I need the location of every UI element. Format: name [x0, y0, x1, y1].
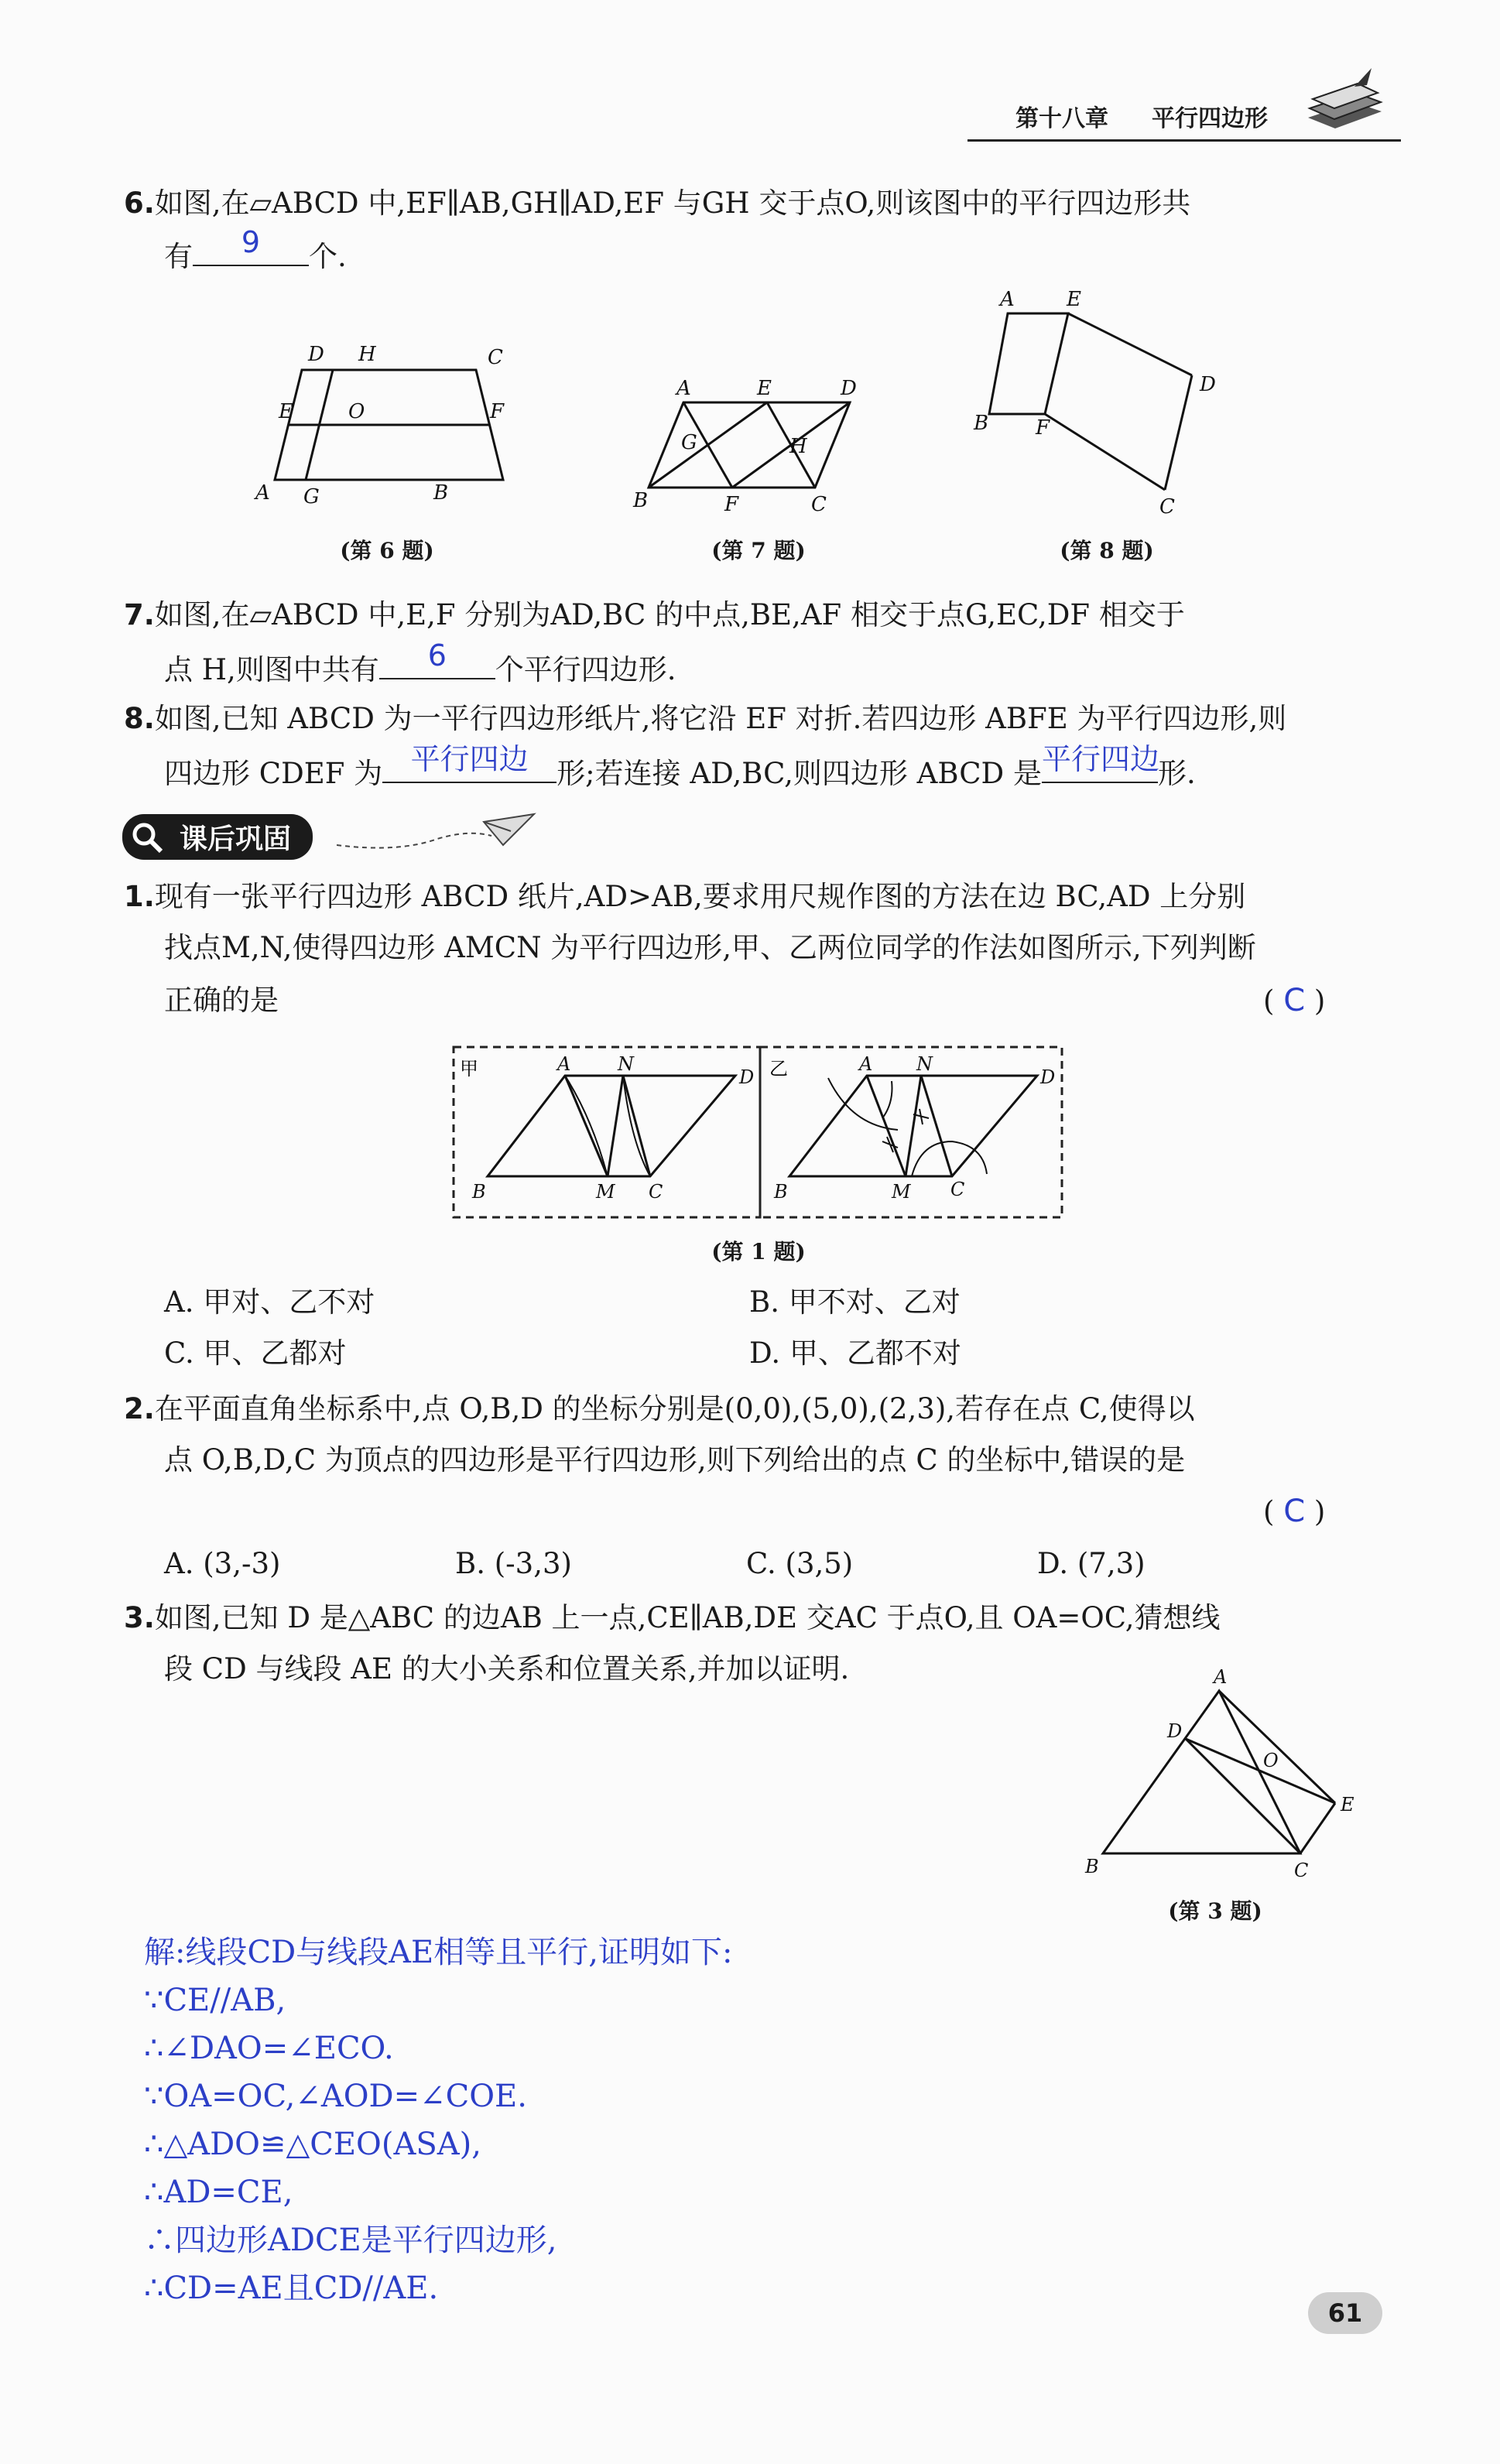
q7-line1	[124, 596, 1185, 635]
fig7-caption: (第 7 题)	[711, 538, 806, 563]
p3-text1: 如图,已知 D 是△ABC 的边AB 上一点,CE∥AB,DE 交AC 于点O,且 OA=OC,猜想线	[154, 1601, 1221, 1634]
figure-p3	[1068, 1668, 1362, 1892]
q8-label-E: E	[1067, 288, 1081, 311]
p1b-label-D: D	[1040, 1066, 1056, 1088]
solution-line: 解:线段CD与线段AE相等且平行,证明如下:	[144, 1935, 733, 1970]
paper-plane-icon	[337, 806, 538, 853]
solution-line: ∴AD=CE,	[144, 2175, 293, 2210]
solution-line: ∴△ADO≌△CEO(ASA),	[144, 2127, 481, 2162]
q6-label-A: A	[255, 481, 270, 505]
p1b-label-N: N	[916, 1053, 933, 1075]
p1a-label-B: B	[472, 1181, 486, 1203]
q6-label-G: G	[303, 485, 320, 508]
p2-paren-open: (	[1263, 1495, 1275, 1528]
q7-line2	[164, 638, 676, 690]
q7-text1: 如图,在▱ABCD 中,E,F 分别为AD,BC 的中点,BE,AF 相交于点G,EC,DF 相交于	[154, 598, 1185, 631]
p1-option-c: C. 甲、乙都对	[164, 1336, 347, 1370]
p2-option-b: B. (-3,3)	[455, 1547, 572, 1580]
p2-line2: 点 O,B,D,C 为顶点的四边形是平行四边形,则下列给出的点 C 的坐标中,错误的是	[164, 1443, 1186, 1477]
p1-paren-open: (	[1263, 984, 1275, 1018]
q6-label-E: E	[279, 400, 293, 423]
figure-p1	[449, 1041, 1068, 1227]
q7-label-G: G	[681, 431, 697, 454]
p2-answer-paren	[1263, 1492, 1356, 1531]
p3-label-C: C	[1294, 1860, 1309, 1881]
p2-option-c: C. (3,5)	[746, 1547, 854, 1580]
q6-label-B: B	[433, 481, 449, 505]
q6-label-O: O	[348, 400, 365, 423]
q8-text1: 如图,已知 ABCD 为一平行四边形纸片,将它沿 EF 对折.若四边形 ABFE 为平行四边形,则	[154, 702, 1287, 735]
magnifier-icon	[130, 820, 164, 854]
p2-paren-close: )	[1313, 1495, 1326, 1528]
p3-fig-caption: (第 3 题)	[1168, 1898, 1262, 1924]
p2-line1	[124, 1390, 1195, 1429]
p1a-label-N: N	[618, 1053, 634, 1075]
q6-label-H: H	[358, 343, 376, 366]
q8-line2	[164, 742, 1196, 793]
p1-text1: 现有一张平行四边形 ABCD 纸片,AD>AB,要求用尺规作图的方法在边 BC,AD 上分别	[154, 880, 1246, 913]
solution-line: ∴∠DAO=∠ECO.	[144, 2031, 394, 2066]
p1b-label-C: C	[950, 1179, 965, 1200]
q8-answer1-blank	[382, 742, 557, 783]
fig8-caption: (第 8 题)	[1060, 538, 1154, 563]
q6-label-D: D	[308, 343, 324, 366]
q6-text2-pre: 有	[164, 240, 193, 273]
q8-answer1: 平行四边	[410, 742, 529, 776]
q7-label-C: C	[811, 493, 827, 516]
p1b-label-A: A	[859, 1053, 873, 1075]
q6-text1: 如图,在▱ABCD 中,EF∥AB,GH∥AD,EF 与GH 交于点O,则该图中的平行四边形共	[154, 187, 1191, 220]
p3-label-A: A	[1214, 1668, 1228, 1688]
p1-answer-paren	[1263, 981, 1356, 1021]
p1-line2: 找点M,N,使得四边形 AMCN 为平行四边形,甲、乙两位同学的作法如图所示,下列判断	[164, 931, 1256, 964]
q7-text2-post: 个平行四边形.	[495, 653, 676, 686]
p2-number: 2.	[124, 1392, 155, 1425]
header-rule	[967, 139, 1401, 142]
section-title: 课后巩固	[180, 823, 292, 855]
q7-text2-pre: 点 H,则图中共有	[164, 653, 379, 686]
p1b-label-B: B	[774, 1181, 788, 1203]
p2-option-d: D. (7,3)	[1037, 1547, 1146, 1580]
q8-label-B: B	[974, 412, 989, 435]
chapter-label: 第十八章	[1015, 105, 1108, 132]
p1-option-a: A. 甲对、乙不对	[164, 1285, 375, 1319]
figure-q6	[248, 341, 550, 518]
q8-number: 8.	[124, 702, 155, 735]
q6-answer-blank	[193, 225, 309, 266]
q6-number: 6.	[124, 187, 155, 220]
solution-line: ∵CE//AB,	[144, 1983, 286, 2018]
solution-block	[144, 1928, 732, 2312]
q7-label-B: B	[633, 489, 649, 512]
q6-answer: 9	[241, 225, 261, 259]
p2-option-a: A. (3,-3)	[164, 1547, 281, 1580]
fig-p1-yi: 乙	[769, 1058, 788, 1080]
q8-label-A: A	[1000, 288, 1015, 311]
p1b-label-M: M	[892, 1181, 911, 1203]
q7-number: 7.	[124, 598, 155, 631]
figure-q8	[967, 282, 1246, 522]
q7-answer-blank	[379, 638, 495, 679]
p3-label-O: O	[1263, 1750, 1279, 1771]
q6-line2	[164, 225, 347, 276]
q7-label-H: H	[789, 435, 807, 458]
solution-line: ∵OA=OC,∠AOD=∠COE.	[144, 2079, 527, 2114]
p1a-label-D: D	[739, 1066, 755, 1088]
q8-answer2-blank	[1041, 742, 1159, 783]
q8-label-D: D	[1200, 373, 1216, 396]
q7-label-D: D	[841, 377, 857, 400]
p1-option-d: D. 甲、乙都不对	[749, 1336, 961, 1370]
p1a-label-C: C	[649, 1181, 663, 1203]
q6-label-F: F	[490, 400, 505, 423]
p1-line3: 正确的是	[164, 984, 279, 1017]
p1-answer: C	[1283, 983, 1306, 1018]
q7-label-E: E	[757, 377, 772, 400]
q8-line1	[124, 700, 1286, 738]
q6-line1	[124, 184, 1190, 223]
p1-fig-caption: (第 1 题)	[711, 1239, 806, 1265]
fig-p1-jia: 甲	[460, 1058, 478, 1080]
p3-line1	[124, 1599, 1220, 1638]
q8-label-C: C	[1159, 495, 1175, 518]
q8-answer2: 平行四边	[1041, 742, 1159, 776]
p3-number: 3.	[124, 1601, 155, 1634]
chapter-title: 平行四边形	[1152, 105, 1268, 132]
p3-line2: 段 CD 与线段 AE 的大小关系和位置关系,并加以证明.	[164, 1652, 850, 1685]
q7-answer: 6	[427, 638, 447, 672]
q7-label-F: F	[724, 493, 739, 516]
p1a-label-A: A	[557, 1053, 571, 1075]
p2-answer: C	[1283, 1494, 1306, 1529]
q8-text2-post: 形.	[1157, 757, 1196, 790]
fig6-caption: (第 6 题)	[340, 538, 434, 563]
p3-label-E: E	[1341, 1794, 1354, 1815]
p3-label-D: D	[1167, 1720, 1183, 1742]
p2-text1: 在平面直角坐标系中,点 O,B,D 的坐标分别是(0,0),(5,0),(2,3),若存在点 C,使得以	[154, 1392, 1195, 1425]
p3-label-B: B	[1085, 1856, 1099, 1877]
q8-text2-pre: 四边形 CDEF 为	[164, 757, 383, 790]
p1-line1	[124, 878, 1245, 916]
solution-line: ∴CD=AE且CD//AE.	[144, 2271, 439, 2306]
books-icon	[1300, 63, 1385, 133]
p1-number: 1.	[124, 880, 155, 913]
q8-text2-mid: 形;若连接 AD,BC,则四边形 ABCD 是	[557, 757, 1042, 790]
figure-q7	[625, 371, 881, 518]
q6-text2-post: 个.	[309, 240, 347, 273]
p1-option-b: B. 甲不对、乙对	[749, 1285, 961, 1319]
q6-label-C: C	[488, 346, 503, 369]
p1a-label-M: M	[596, 1181, 615, 1203]
solution-line: ∴四边形ADCE是平行四边形,	[144, 2223, 557, 2258]
q8-label-F: F	[1036, 416, 1050, 440]
p1-paren-close: )	[1313, 984, 1326, 1018]
q7-label-A: A	[676, 377, 691, 400]
page-number: 61	[1308, 2292, 1382, 2334]
